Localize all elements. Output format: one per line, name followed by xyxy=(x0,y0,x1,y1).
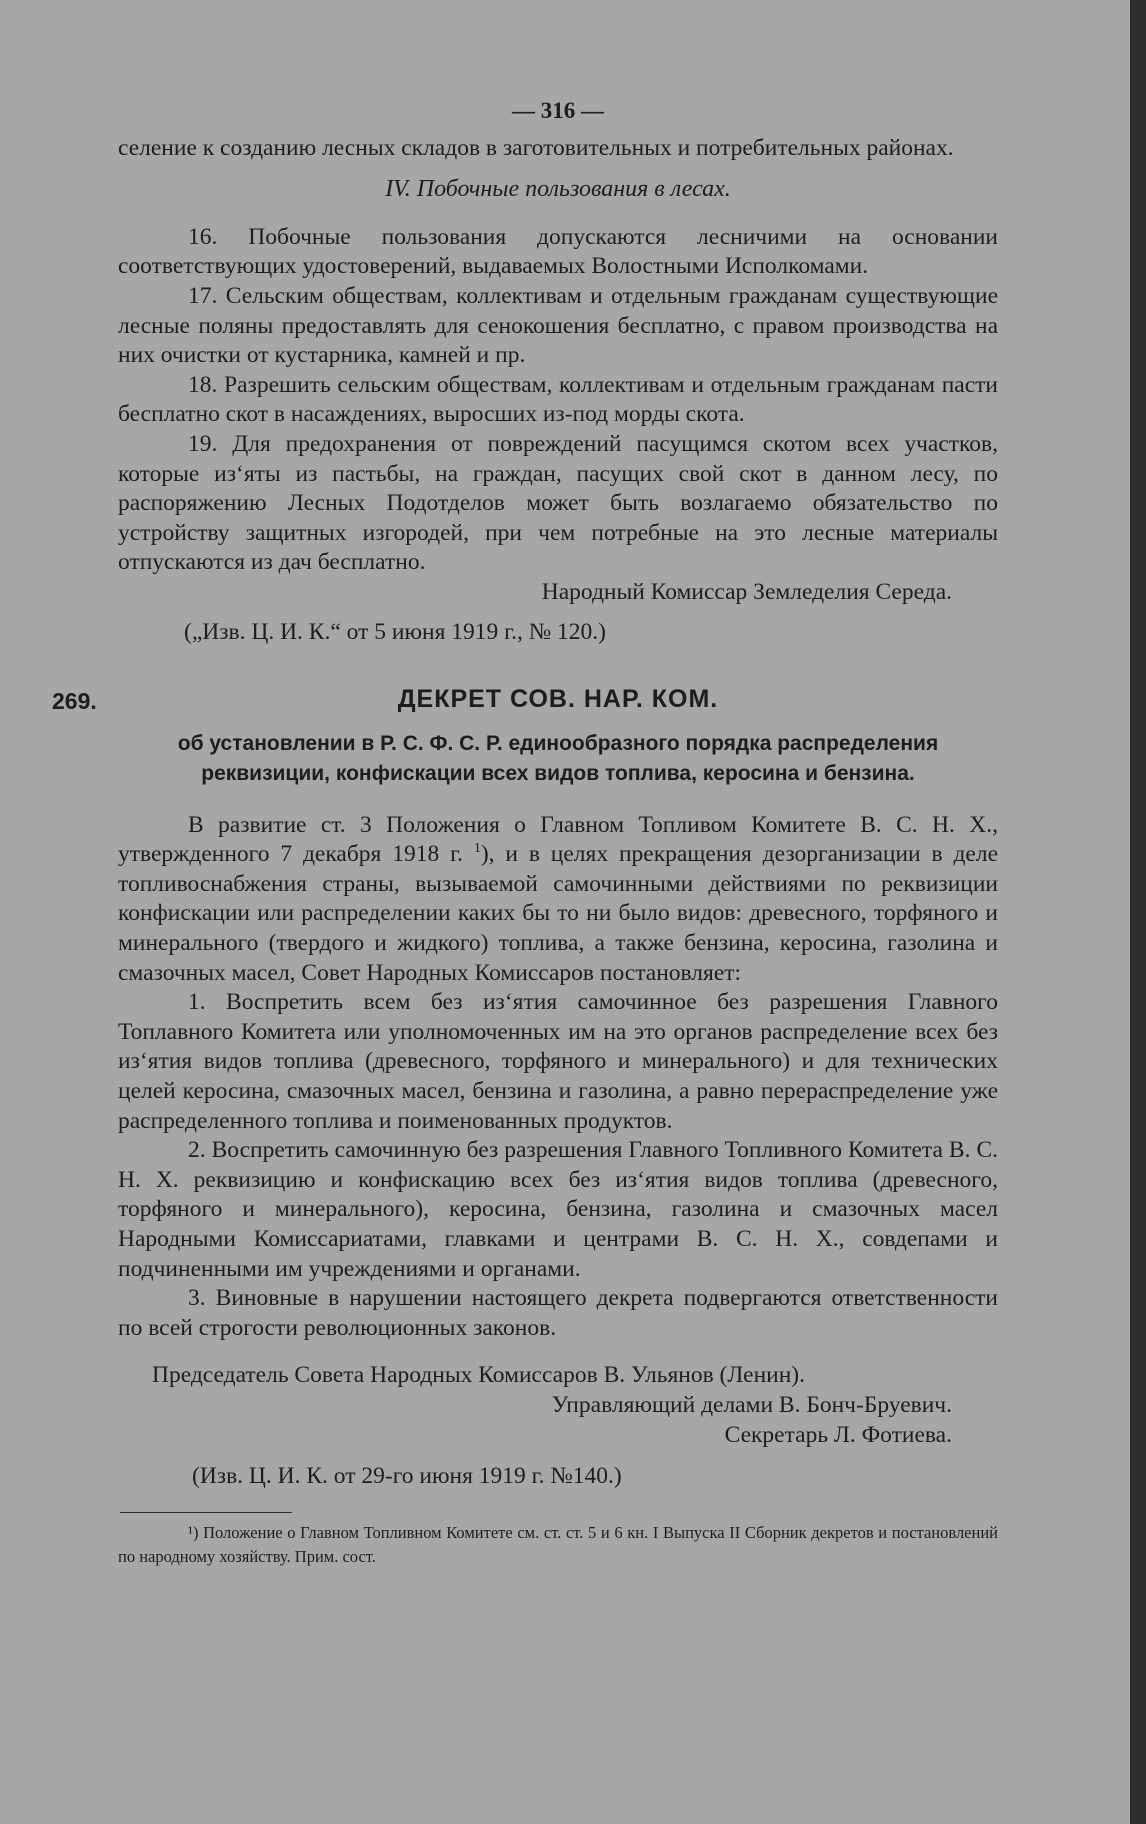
decree-subtitle xyxy=(118,729,998,789)
item-17: 17. Сельским обществам, коллективам и отдельным гражданам существующие лесные поляны предоставлять для сенокошения бесплатно, с правом производства на них очистки от кустарника, камней и пр. xyxy=(118,282,998,369)
item-16: 16. Побочные пользования допускаются лесничими на основании соответствующих удостоверений, выдаваемых Волостными Исполкомами. xyxy=(118,223,998,280)
top-continuation-paragraph: селение к созданию лесных складов в заготовительных и потребительных районах. xyxy=(118,134,954,161)
signature-secretary: Секретарь Л. Фотиева. xyxy=(724,1421,952,1448)
page-content xyxy=(52,96,999,1569)
preamble-text-after-note: ), и в целях прекращения дезорганизации в деле топливоснабжения страны, вызываемой самочинными действиями по реквизиции конфискации или распределении каких бы то ни было видов: древесного, торфяного и минерального (твердого и жидкого) топлива, а также бензина, керосина, газолина и смазочных масел, Совет Народных Комиссаров постановляет: xyxy=(118,841,999,986)
decree-clause-1: 1. Воспретить всем без из‘ятия самочинное без разрешения Главного Топлавного Комитета или уполномоченных им на это органов распределение всех без из‘ятия видов топлива (древесного, торфяного и минерального) и для технических целей керосина, смазочных масел, бензина и газолина, а равно перераспределение уже распределенного топлива и поименованных продуктов. xyxy=(118,989,998,1134)
signature-manager: Управляющий делами В. Бонч-Бруевич. xyxy=(551,1391,952,1418)
section-iv-heading: IV. Побочные пользования в лесах. xyxy=(385,176,731,203)
footnote: ¹) Положение о Главном Топливном Комитете см. ст. ст. 5 и 6 кн. I Выпуска II Сборник декретов и постановлений по народному хозяйству. Прим. сост. xyxy=(118,1522,998,1566)
item-18: 18. Разрешить сельским обществам, коллективам и отдельным гражданам пасти бесплатно скот в насаждениях, выросших из-под морды скота. xyxy=(118,371,998,428)
preamble-text-before-note: В развитие ст. 3 Положения о Главном Топливом Комитете В. С. Н. Х., утвержденного 7 декабря 1918 г. xyxy=(118,811,998,868)
source-citation-2: (Изв. Ц. И. К. от 29-го июня 1919 г. №140.) xyxy=(192,1463,622,1490)
decree-title: ДЕКРЕТ СОВ. НАР. КОМ. xyxy=(397,685,719,714)
decree-subtitle-line-1: об установлении в Р. С. Ф. С. Р. единообразного порядка распределения xyxy=(177,731,939,755)
signature-commissar: Народный Комиссар Земледелия Середа. xyxy=(541,578,952,605)
signature-chairman: Председатель Совета Народных Комиссаров В. Ульянов (Ленин). xyxy=(152,1362,806,1389)
item-19: 19. Для предохранения от повреждений пасущимся скотом всех участков, которые из‘яты из пастьбы, на граждан, пасущих свой скот в данном лесу, по распоряжению Лесных Подотделов может быть возлагаемо обязательство по устройству защитных изгородей, при чем потребные на это лесные материалы отпускаются из дач бесплатно. xyxy=(118,430,998,576)
footnote-divider xyxy=(120,1512,292,1513)
footnote-reference: 1 xyxy=(473,841,481,857)
source-citation-1: („Изв. Ц. И. К.“ от 5 июня 1919 г., № 120.) xyxy=(184,618,606,645)
decree-number: 269. xyxy=(52,688,97,715)
page-number: — 316 — xyxy=(512,98,604,123)
decree-269 xyxy=(52,685,999,1569)
decree-subtitle-line-2: реквизиции, конфискации всех видов топлива, керосина и бензина. xyxy=(201,761,915,785)
page-shadow-edge xyxy=(1130,0,1146,1824)
decree-clause-2: 2. Воспретить самочинную без разрешения Главного Топливного Комитета В. С. Н. Х. реквизицию и конфискацию всех без из‘ятия видов топлива (древесного, торфяного и минерального), керосина, бензина, газолина и смазочных масел Народными Комиссариатами, главками и центрами В. С. Н. Х., совдепами и подчиненными им учреждениями и органами. xyxy=(118,1137,998,1282)
decree-clause-3: 3. Виновные в нарушении настоящего декрета подвергаются ответственности по всей строгости революционных законов. xyxy=(118,1285,998,1341)
decree-preamble xyxy=(118,811,998,989)
